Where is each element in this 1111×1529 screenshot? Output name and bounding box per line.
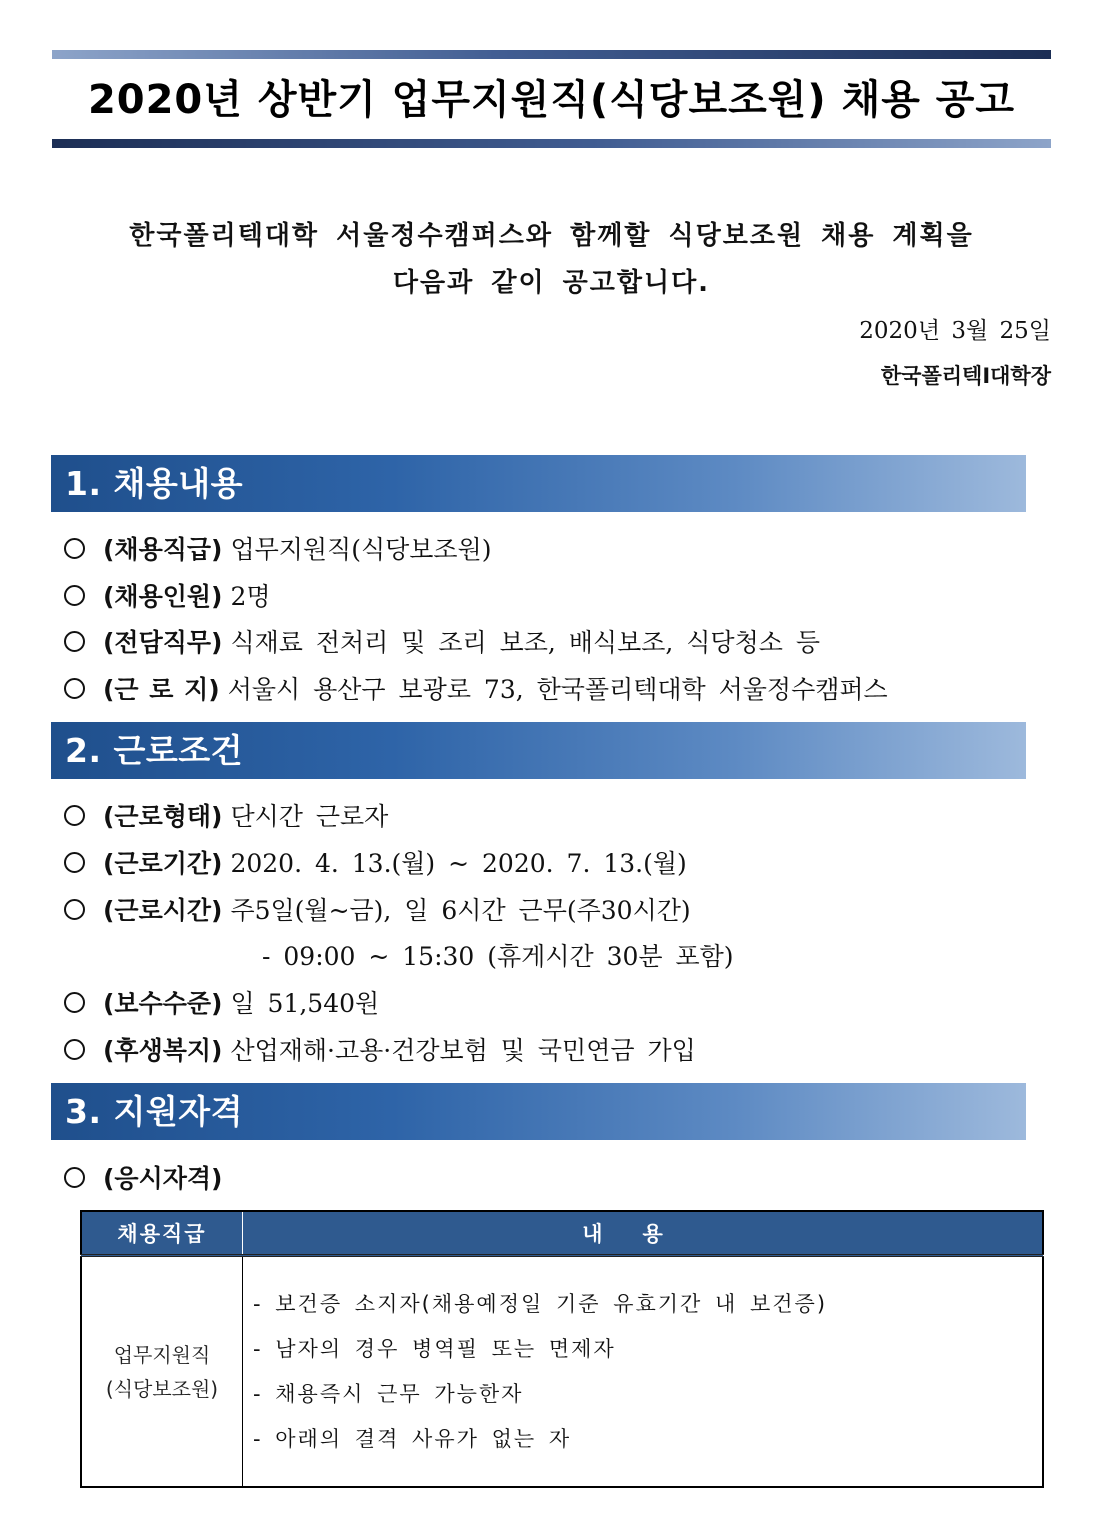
position-line-2: (식당보조원) bbox=[105, 1376, 219, 1401]
section-heading-conditions: 2. 근로조건 bbox=[51, 722, 1026, 779]
table-header-position: 채용직급 bbox=[81, 1211, 243, 1256]
title-bar-top bbox=[52, 50, 1051, 59]
circle-bullet-icon bbox=[64, 678, 85, 699]
page-title: 2020년 상반기 업무지원직(식당보조원) 채용 공고 bbox=[87, 77, 1016, 123]
table-cell-requirements bbox=[243, 1256, 1044, 1488]
item-value: 식재료 전처리 및 조리 보조, 배식보조, 식당청소 등 bbox=[230, 628, 820, 657]
item-label: (근 로 지) bbox=[103, 675, 220, 704]
list-item bbox=[64, 984, 379, 1020]
item-value: 단시간 근로자 bbox=[230, 802, 389, 831]
announcement-date: 2020년 3월 25일 bbox=[859, 318, 1051, 344]
intro-line-1: 한국폴리텍대학 서울정수캠퍼스와 함께할 식당보조원 채용 계획을 bbox=[129, 221, 974, 251]
list-item bbox=[64, 1031, 696, 1067]
item-value: 2020. 4. 13.(월) ~ 2020. 7. 13.(월) bbox=[230, 849, 687, 878]
list-item bbox=[64, 1159, 230, 1195]
item-label: (전담직무) bbox=[103, 628, 223, 657]
circle-bullet-icon bbox=[64, 805, 85, 826]
list-item bbox=[64, 844, 687, 880]
table-cell-position bbox=[81, 1256, 243, 1488]
section-heading-recruitment: 1. 채용내용 bbox=[51, 455, 1026, 512]
item-label: (보수수준) bbox=[103, 989, 223, 1018]
circle-bullet-icon bbox=[64, 852, 85, 873]
item-value: 2명 bbox=[230, 582, 271, 611]
item-label: (근로시간) bbox=[103, 896, 223, 925]
circle-bullet-icon bbox=[64, 899, 85, 920]
item-value: 산업재해·고용·건강보험 및 국민연금 가입 bbox=[230, 1036, 696, 1065]
table-header-row bbox=[81, 1211, 1043, 1256]
requirement-item: - 아래의 결격 사유가 없는 자 bbox=[253, 1426, 572, 1451]
item-value: 일 51,540원 bbox=[230, 989, 380, 1018]
item-label: (근로형태) bbox=[103, 802, 223, 831]
intro-line-2: 다음과 같이 공고합니다. bbox=[392, 268, 711, 298]
requirement-item: - 남자의 경우 병역필 또는 면제자 bbox=[253, 1336, 616, 1361]
circle-bullet-icon bbox=[64, 585, 85, 606]
signer: 한국폴리텍I대학장 bbox=[880, 364, 1051, 388]
list-item bbox=[64, 891, 691, 927]
table-row bbox=[81, 1256, 1043, 1488]
item-value: 주5일(월~금), 일 6시간 근무(주30시간) bbox=[230, 896, 691, 925]
item-label: (후생복지) bbox=[103, 1036, 223, 1065]
circle-bullet-icon bbox=[64, 538, 85, 559]
circle-bullet-icon bbox=[64, 992, 85, 1013]
title-bar-bottom bbox=[52, 139, 1051, 148]
table-header-content: 내용 bbox=[243, 1211, 1044, 1256]
list-item bbox=[64, 670, 888, 706]
list-item bbox=[64, 530, 491, 566]
qualification-table bbox=[80, 1210, 1044, 1488]
item-label: (근로기간) bbox=[103, 849, 223, 878]
item-value: 서울시 용산구 보광로 73, 한국폴리텍대학 서울정수캠퍼스 bbox=[227, 675, 888, 704]
requirement-item: - 보건증 소지자(채용예정일 기준 유효기간 내 보건증) bbox=[253, 1291, 828, 1316]
item-label: (응시자격) bbox=[103, 1164, 223, 1193]
section-heading-qualifications: 3. 지원자격 bbox=[51, 1083, 1026, 1140]
list-item bbox=[64, 797, 388, 833]
item-label: (채용인원) bbox=[103, 582, 223, 611]
circle-bullet-icon bbox=[64, 1167, 85, 1188]
list-item bbox=[64, 623, 820, 659]
item-value: 업무지원직(식당보조원) bbox=[230, 535, 492, 564]
item-label: (채용직급) bbox=[103, 535, 223, 564]
position-line-1: 업무지원직 bbox=[113, 1342, 211, 1367]
circle-bullet-icon bbox=[64, 631, 85, 652]
list-item bbox=[64, 577, 271, 613]
circle-bullet-icon bbox=[64, 1039, 85, 1060]
requirement-item: - 채용즉시 근무 가능한자 bbox=[253, 1381, 524, 1406]
hours-note: - 09:00 ~ 15:30 (휴게시간 30분 포함) bbox=[262, 942, 734, 971]
